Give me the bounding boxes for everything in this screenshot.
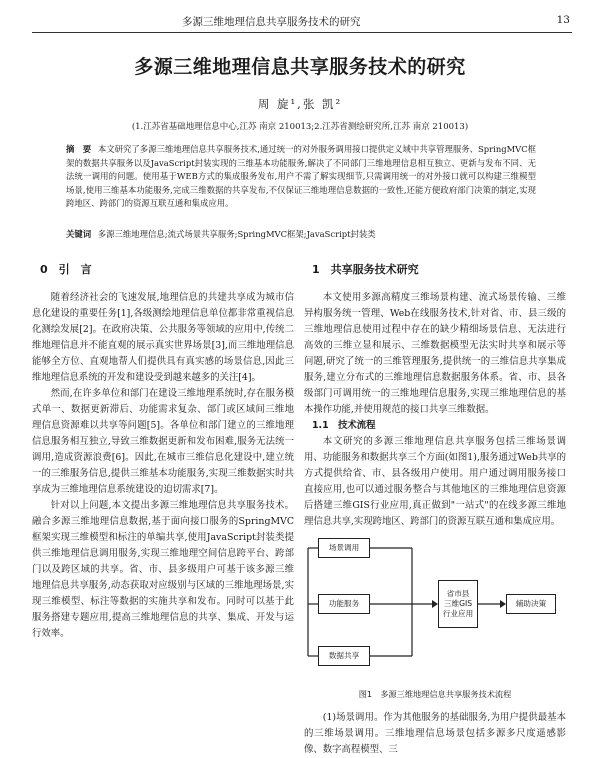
intro-paragraph-2: 然而,在许多单位和部门在建设三维地理系统时,存在服务模式单一、数据更新滞后、功能需求复杂、部门或区域间三维地理信息资源难以共享等问题[5]。各单位和部门建立的三维地理信息服务相互独立,导致三维数据更新和发布困难,服务无法统一调用,造成资源浪费[6]。因此,在城市三维信息化建设中,建立统一的三维服务信息,提供三维基本功能服务,实现三维数据实时共享成为三维地理信息系统建设的迫切需求[7]。 — [32, 388, 294, 495]
paper-title: 多源三维地理信息共享服务技术的研究 — [134, 56, 466, 78]
right-column — [304, 262, 566, 758]
box-scene-call: 场景调用 — [318, 538, 370, 558]
keywords — [66, 228, 536, 241]
intro-paragraph-3: 针对以上问题,本文提出多源三维地理信息共享服务技术。融合多源三维地理信息数据,基于面向接口服务的SpringMVC框架实现三维模型和标注的单编共享,使用JavaScript封装类提供三维地理信息调用服务,实现三维地理空间信息跨平台、跨部门以及跨区域的共享。省、市、县多级用户可基于该多源三维地理信息共享服务,动态获取对应级别与区域的三维地理场景,实现三维模型、标注等数据的实施共享和发布。同时可以基于此服务搭建专题应用,提高三维地理信息的共享、集成、开发与运行效率。 — [32, 500, 294, 639]
page-number: 13 — [556, 14, 570, 26]
left-column — [32, 262, 294, 642]
figure-caption: 图1 多源三维地理信息共享服务技术流程 — [358, 689, 512, 699]
figure-1 — [304, 534, 566, 684]
keywords-text: 多源三维地理信息;流式场景共享服务;SpringMVC框架;JavaScript封装类 — [97, 229, 376, 239]
overview-paragraph-3: (1)场景调用。作为其他服务的基础服务,为用户提供最基本的三维场景调用。三维地理信息场景包括多源多尺度遥感影像、数字高程模型、三 — [304, 712, 566, 755]
subsection-heading: 1.1 技术流程 — [312, 420, 376, 431]
affiliations: (1.江苏省基础地理信息中心,江苏 南京 210013;2.江苏省测绘研究所,江苏 南京 210013) — [131, 122, 469, 132]
overview-paragraph-2: 本文研究的多源三维地理信息共享服务包括三维场景调用、功能服务和数据共享三个方面(如图1),服务通过Web共享的方式提供给省、市、县各级用户使用。用户通过调用服务接口直接应用,也可以通过服务整合与其他地区的三维地理信息资源后搭建三维GIS行业应用,真正做到"一站式"的在线多源三维地理信息共享,实现跨地区、跨部门的资源互联互通和集成应用。 — [304, 436, 566, 527]
running-header — [32, 14, 572, 32]
header-rule — [32, 32, 572, 33]
abstract — [66, 143, 536, 211]
box-decision-support: 辅助决策 — [506, 594, 556, 614]
box-function-service: 功能服务 — [318, 594, 370, 614]
abstract-text: 本文研究了多源三维地理信息共享服务技术,通过统一的对外服务调用接口提供定义域中共享管理服务、SpringMVC框架的数据共享服务以及JavaScript封装实现的三维基本功能服务,解决了不同部门三维地理信息相互独立、更新与发布不同、无法统一调用的问题。使用基于WEB方式的集成服务发布,用户不需了解实现细节,只需调用统一的对外接口就可以构建三维模型场景,使用三维基本功能服务,完成三维数据的共享发布,不仅保证三维地理信息数据的一致性,还能方便政府部门决策的制定,实现跨地区、跨部门的资源互联互通和集成应用。 — [66, 144, 536, 209]
intro-paragraph-1: 随着经济社会的飞速发展,地理信息的共建共享成为城市信息化建设的重要任务[1],各级测绘地理信息单位都非常重视信息化测绘发展[2]。在政府决策、公共服务等领域的应用中,传统二维地理信息并不能直观的展示真实世界场景[3],而三维地理信息能够全方位、直观地帮人们提供具有真实感的场景信息,因此三维地理信息系统的开发和建设受到越来越多的关注[4]。 — [32, 292, 294, 383]
box-industry-application: 省市县 三维GIS 行业应用 — [438, 580, 478, 628]
author-list: 周 旋¹,张 凯² — [257, 97, 343, 111]
running-title: 多源三维地理信息共享服务技术的研究 — [182, 16, 361, 28]
section-intro-heading: 0 引 言 — [40, 263, 92, 276]
overview-paragraph-1: 本文使用多源高精度三维场景构建、流式场景传输、三维异构服务统一管理、Web在线服务技术,针对省、市、县三级的三维地理信息使用过程中存在的缺少精细场景信息、无法进行高效的三维立显和展示、三维数据模型无法实时共享和展示等问题,研究了统一的三维管理服务,提供统一的三维信息共享集成服务,建立分布式的三维地理信息数据服务体系。省、市、县各级部门可调用统一的三维地理信息服务,实现三维地理信息的基本操作功能,并使用规范的接口共享三维数据。 — [304, 292, 566, 415]
box-data-share: 数据共享 — [318, 646, 370, 666]
abstract-label: 摘 要 — [66, 144, 92, 154]
keywords-label: 关键词 — [66, 229, 92, 239]
section-overview-heading: 1 共享服务技术研究 — [312, 263, 419, 276]
